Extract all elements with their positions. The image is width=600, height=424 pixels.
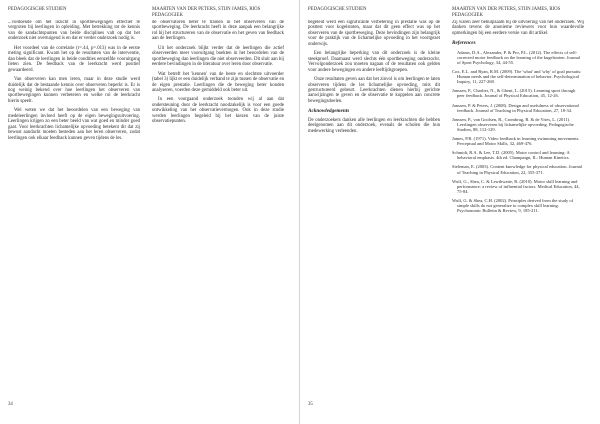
references-heading: References <box>452 40 476 47</box>
paragraph: Onze resultaten geven aan dat het zinvol is om leerlingen te laten observeren tijdens de les lichamelijke opvoeding, mits dit gestructureerd gebeurt. Leerkrachten dienen hierbij gerichte aanwijzingen te geven en de observatie te koppelen aan concrete bewegingsdoelen. <box>308 77 440 104</box>
reference-item: Wulf, G. & Shea, C.H. (2002). Principles derived from the study of simple skills do not generalize to complex skill learning. Psychonomic Bulletin & Review, 9, 185-211. <box>452 197 574 214</box>
paragraph: Een belangrijke beperking van dit onderzoek is de kleine steekproef. Daarnaast werd slechts één sportbeweging onderzocht. Vervolgonderzoek zou moeten nagaan of de resultaten ook gelden voor andere bewegingen en andere leeftijdsgroepen. <box>308 51 440 73</box>
right-page <box>300 0 600 424</box>
paragraph: Wat betreft het 'kennen' van de beste en slechtste uitvoerder (tabel 3) lijkt er een duidelijk verband te zijn tussen de observatie en de eigen prestatie. Leerlingen die de beweging beter konden analyseren, voerden deze gemiddeld ook beter uit. <box>152 71 284 93</box>
paragraph: Uit het onderzoek blijkt verder dat de leerlingen die actief observeerden meer vooruitgang boekten in het beoordelen van de sportbeweging dan leerlingen die niet observeerden. Dit sluit aan bij eerdere bevindingen in de literatuur over leren door observatie. <box>152 45 284 68</box>
reference-item: James, P.R. (1971). Video feedback in learning swimming movements. Perceptual and Motor Skills, 32, 469-476. <box>452 136 580 147</box>
reference-list <box>452 50 584 213</box>
paragraph: Zij waren zeer behulpzaam bij de uitvoering van het onderzoek. Wij danken tevens de anonieme reviewers voor hun waardevolle opmerkingen bij een eerdere versie van dit artikel. <box>452 20 584 36</box>
reference-item: Adams, D.A., Alexander, P. & Pro, P.L. (2012). The effects of self-corrected motor feedback on the learning of the kugelstoten. Journal of Sport Psychology, 34, 44-55. <box>457 49 580 65</box>
paragraph: Wel weten we dat het beoordelen van een beweging van medeleerlingen invloed heeft op de eigen bewegingsuitvoering. Leerlingen krijgen zo een beter beeld van wat goed en minder goed gaat. Voor leerkrachten lichamelijke opvoeding betekent dit dat zij bewust aandacht moeten besteden aan het leren observeren, zodat leerlingen ook elkaar feedback kunnen geven tijdens de les. <box>8 108 140 141</box>
reference-item: Janssen, P., van Goolsen, R., Crombrug, R. & de Vries, L. (2011). Leerlingen observeren bij lichamelijke opvoeding. Pedagogische Studien, 88, 112-129. <box>452 116 574 132</box>
paragraph: ...voldoende om het inzicht in sportbewegingen effectief te vergroten bij leerlingen in opleiding. Met betrekking tot de kennis van de sandachtspunten van beide disciplines valt op dat het onderzoek niet overtuigend is en dat er verder onderzoek nodig is. <box>8 20 140 42</box>
author-line: MAARTEN VAN DER PETERS, STIJN JAMES, RIOS PEDAGOGIEK <box>152 7 261 18</box>
paragraph: Van observeren kan men leren, maar in deze studie werd duidelijk dat de bestaande kennis over observeren beperkt is. Er is nog weinig bekend over hoe leerlingen het observeren van sportbewegingen kunnen verbeteren en welke rol de leerkracht hierin speelt. <box>8 77 140 104</box>
text-column-2 <box>452 20 584 398</box>
reference-item: Wulf, G., Shea, C. & Lewthwaite, R. (2010). Motor skill learning and performance: a review of influential factors. Medical Education, 44, 75-84. <box>452 178 580 194</box>
reference-item: Sieleman, E. (2003). Content knowledge for physical education. Journal of Teaching in Physical Education, 22, 355-371. <box>452 164 582 175</box>
reference-item: Cox, E.L. and Ryan, R.M. (2009). The 'what' and 'why' of goal pursuits: Human needs and the self-determination of behavior. Psychological Inquiry, 11, 227-268. <box>452 69 582 85</box>
text-column-2 <box>152 20 284 398</box>
reference-item: Janssen, P., Charlier, N., & Ghent, L. (2015). Learning sport through peer feedback. Journal of Physical Education, 45, 12-26. <box>452 88 576 99</box>
journal-name: PEDAGOGISCHE STUDIEN <box>308 7 367 12</box>
reference-item: Schmidt, R.A. & Lee, T.D. (2005). Motor control and learning: A behavioral emphasis. 4th ed. Champaign, IL: Human Kinetics. <box>452 150 570 161</box>
acknowledgements-text: De onderzoekers danken alle leerlingen en leerkrachten die hebben deelgenomen aan dit onderzoek, evenals de scholen die hun medewerking verleenden. <box>308 117 440 134</box>
page-number: 35 <box>308 402 313 407</box>
text-column-1 <box>8 20 140 398</box>
paragraph: begeleid werd een significante verbetering in prestatie was op de posttest voor kogelstoten, maar dat dit geen effect was op het observeren van de sportbeweging. Deze bevindingen zijn belangrijk voor de praktijk van de lichamelijke opvoeding in het voortgezet onderwijs. <box>308 20 440 47</box>
paragraph: Het voordeel van de correlatie (r=.44, p=.013) was in de eerste meting significant. Kwam het op de resultaten van de interventie, dan bleek dat de leerlingen in beide condities eenzelfde vooruitgang lieten zien. De feedback van de leerkracht werd positief gewaardeerd. <box>8 45 140 73</box>
reference-item: Janssen, P. & Peters, J. (2008). Design and usefulness of observational feedback. Journal of Teaching in Physical Education, 27, 18-34. <box>452 102 579 113</box>
text-column-1 <box>308 20 440 398</box>
paragraph: de observatoren beter te trainen in het observeren van de sportbeweging. De leerkracht heeft in deze aanpak een belangrijke rol bij het structureren van de observatie en het geven van feedback aan de leerlingen. <box>152 20 284 42</box>
page-number: 34 <box>8 402 13 407</box>
journal-name: PEDAGOGISCHE STUDIEN <box>8 7 67 12</box>
paragraph: In een voorgaand onderzoek toonden wij al aan dat ondersteuning door de leerkracht noodzakelijk is voor een goede ontwikkeling van het observatievermogen. Ook in deze studie werden leerlingen begeleid bij het kiezen van de juiste observatiepunten. <box>152 97 284 125</box>
acknowledgements-heading: Acknowledgements <box>308 108 350 115</box>
author-line: MAARTEN VAN DER PETERS, STIJN JAMES, RIOS PEDAGOGIEK <box>452 7 561 18</box>
